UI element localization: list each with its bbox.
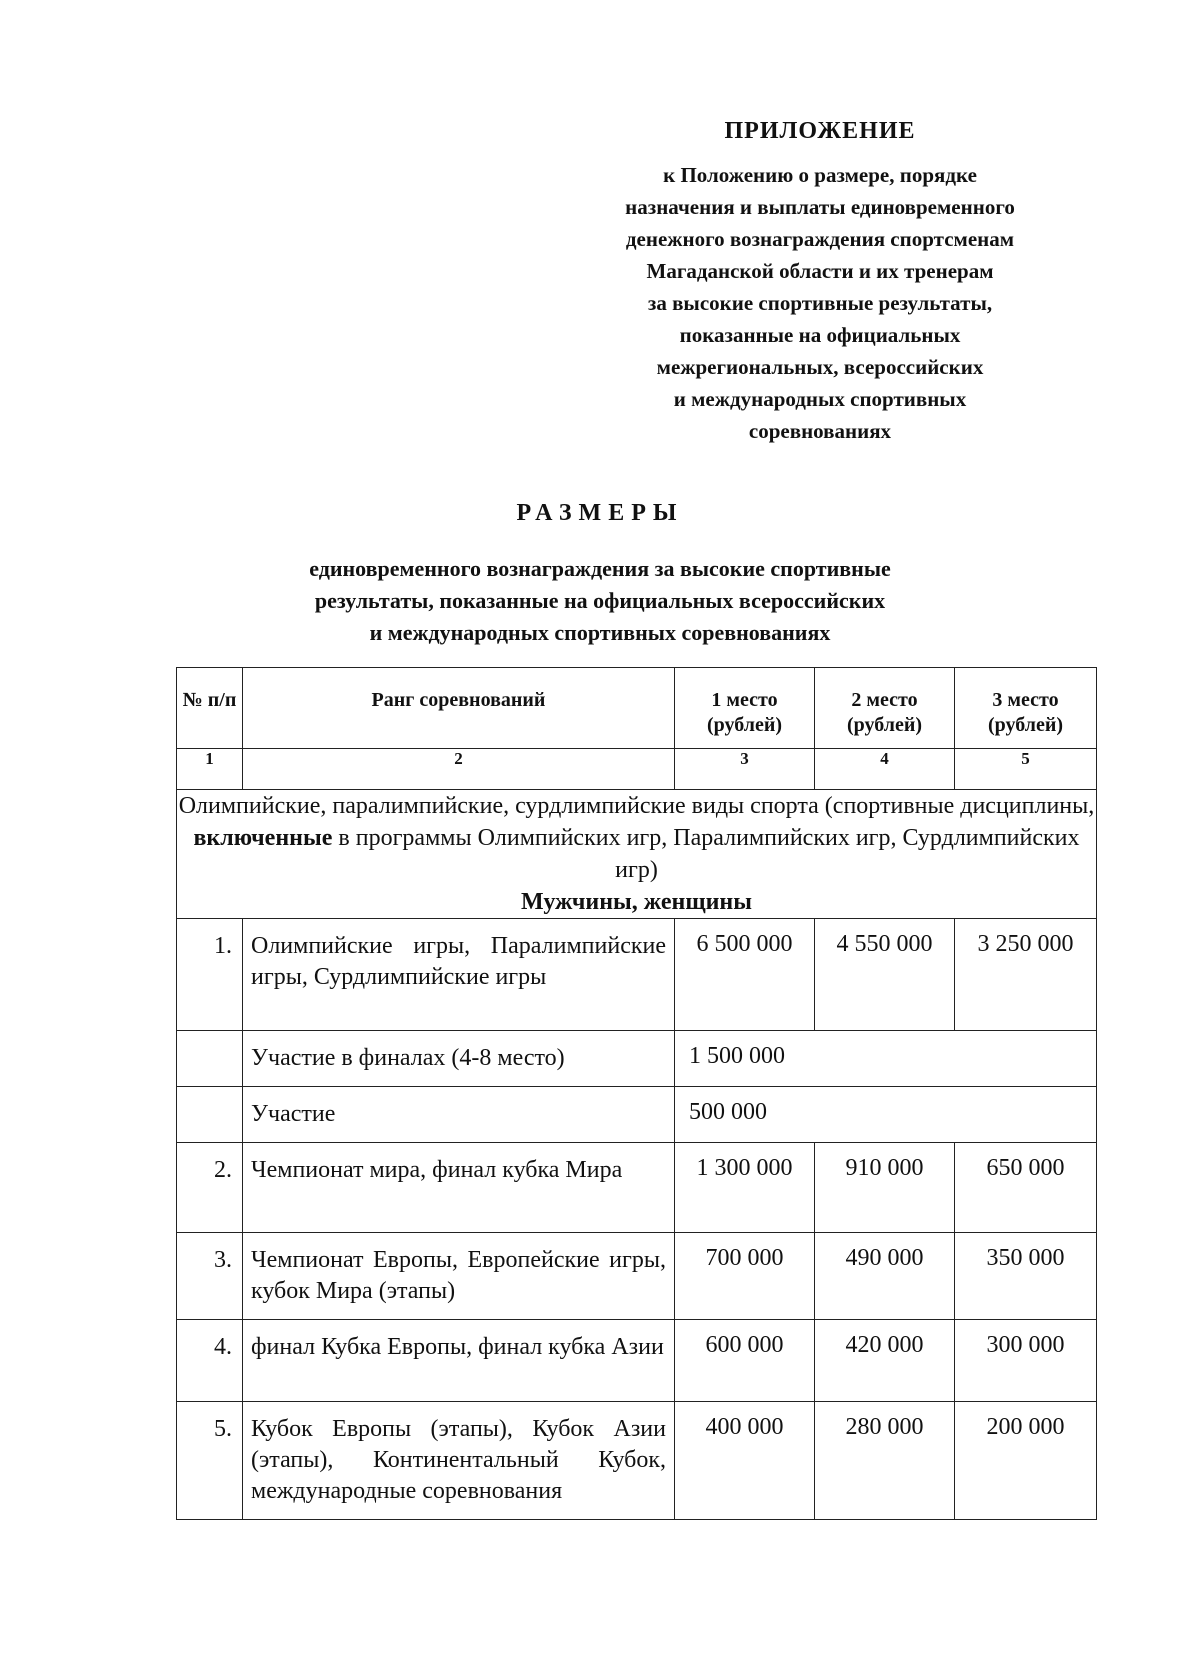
row-place-3: 650 000	[955, 1143, 1097, 1233]
header-rank: Ранг соревнований	[243, 668, 675, 749]
table-row	[177, 1143, 1097, 1233]
title-line: результаты, показанные на официальных всероссийских	[314, 588, 886, 613]
row-place-3: 300 000	[955, 1320, 1097, 1402]
row-place-1: 6 500 000	[675, 919, 815, 1031]
row-place-1: 1 300 000	[675, 1143, 815, 1233]
appendix-line: к Положению о размере, порядке	[663, 163, 977, 187]
row-rank: финал Кубка Европы, финал кубка Азии	[243, 1320, 675, 1402]
row-rank: Чемпионат мира, финал кубка Мира	[243, 1143, 675, 1233]
title-line: единовременного вознаграждения за высокие спортивные	[309, 556, 891, 581]
column-number: 3	[675, 749, 815, 790]
section-row	[177, 790, 1097, 919]
header-place-1: 1 место (рублей)	[675, 668, 815, 749]
row-amount: 1 500 000	[675, 1031, 1097, 1087]
table-row	[177, 1233, 1097, 1320]
row-place-1: 700 000	[675, 1233, 815, 1320]
table-row	[177, 1402, 1097, 1520]
appendix-block	[560, 118, 1080, 447]
appendix-line: назначения и выплаты единовременного	[625, 195, 1015, 219]
row-number	[177, 1087, 243, 1143]
row-place-3: 350 000	[955, 1233, 1097, 1320]
row-rank: Кубок Европы (этапы), Кубок Азии (этапы), Континентальный Кубок, международные соревнования	[243, 1402, 675, 1520]
row-place-1: 400 000	[675, 1402, 815, 1520]
row-place-2: 490 000	[815, 1233, 955, 1320]
awards-table	[176, 667, 1097, 1520]
column-number: 4	[815, 749, 955, 790]
row-place-3: 3 250 000	[955, 919, 1097, 1031]
row-rank: Олимпийские игры, Паралимпийские игры, Сурдлимпийские игры	[243, 919, 675, 1031]
title-main: РАЗМЕРЫ	[516, 500, 684, 526]
header-place-2: 2 место (рублей)	[815, 668, 955, 749]
header-no: № п/п	[177, 668, 243, 749]
appendix-line: межрегиональных, всероссийских	[656, 355, 984, 379]
row-place-2: 4 550 000	[815, 919, 955, 1031]
row-number	[177, 1031, 243, 1087]
column-number: 5	[955, 749, 1097, 790]
row-number: 5.	[177, 1402, 243, 1520]
row-number: 2.	[177, 1143, 243, 1233]
table-row	[177, 1087, 1097, 1143]
section-subheading: Мужчины, женщины	[521, 889, 752, 915]
column-number: 2	[243, 749, 675, 790]
table-header-row	[177, 668, 1097, 749]
row-rank: Участие	[243, 1087, 675, 1143]
section-text: Олимпийские, паралимпийские, сурдлимпийские виды спорта (спортивные дисциплины,	[178, 793, 1095, 819]
title-line: и международных спортивных соревнованиях	[369, 620, 831, 645]
header-place-3: 3 место (рублей)	[955, 668, 1097, 749]
row-place-1: 600 000	[675, 1320, 815, 1402]
row-place-2: 420 000	[815, 1320, 955, 1402]
row-amount: 500 000	[675, 1087, 1097, 1143]
row-place-2: 910 000	[815, 1143, 955, 1233]
row-rank: Чемпионат Европы, Европейские игры, кубок Мира (этапы)	[243, 1233, 675, 1320]
row-rank: Участие в финалах (4-8 место)	[243, 1031, 675, 1087]
row-place-2: 280 000	[815, 1402, 955, 1520]
appendix-line: за высокие спортивные результаты,	[647, 291, 993, 315]
row-number: 4.	[177, 1320, 243, 1402]
appendix-line: соревнованиях	[748, 419, 892, 443]
table-row	[177, 1320, 1097, 1402]
section-text-bold: включенные	[193, 825, 333, 851]
row-number: 1.	[177, 919, 243, 1031]
appendix-line: показанные на официальных	[679, 323, 961, 347]
appendix-heading: ПРИЛОЖЕНИЕ	[724, 118, 916, 144]
appendix-line: денежного вознаграждения спортсменам	[625, 227, 1015, 251]
table-row	[177, 919, 1097, 1031]
section-cell	[177, 790, 1097, 919]
appendix-line: и международных спортивных	[673, 387, 967, 411]
row-number: 3.	[177, 1233, 243, 1320]
section-text: в программы Олимпийских игр, Паралимпийских игр, Сурдлимпийских игр)	[338, 825, 1080, 883]
row-place-3: 200 000	[955, 1402, 1097, 1520]
appendix-line: Магаданской области и их тренерам	[646, 259, 994, 283]
column-number: 1	[177, 749, 243, 790]
document-title	[170, 500, 1030, 649]
table-row	[177, 1031, 1097, 1087]
column-number-row	[177, 749, 1097, 790]
